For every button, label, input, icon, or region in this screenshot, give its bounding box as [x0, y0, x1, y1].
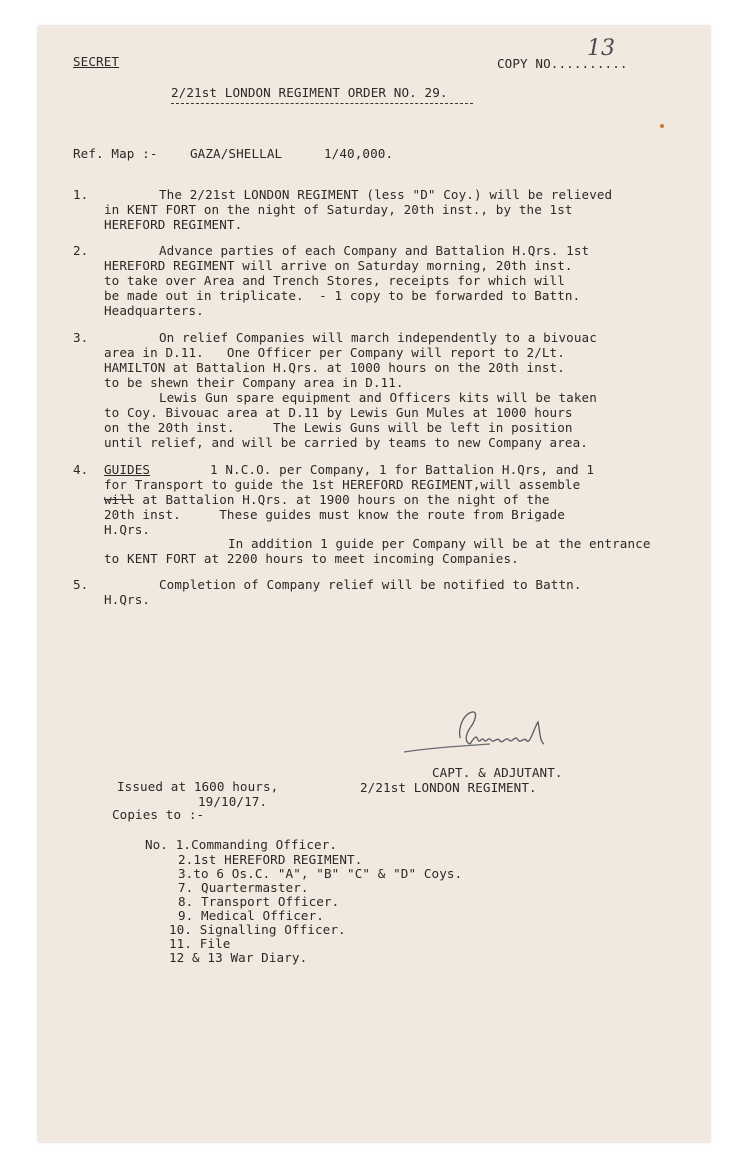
distribution-item: 2.1st HEREFORD REGIMENT. — [178, 852, 363, 867]
paragraph-number: 5. — [73, 577, 89, 592]
page-title: 2/21st LONDON REGIMENT ORDER NO. 29. — [171, 85, 448, 100]
paragraph-line: area in D.11. One Officer per Company will report to 2/Lt. — [104, 345, 565, 360]
paragraph-line: Lewis Gun spare equipment and Officers kits will be taken — [159, 390, 597, 405]
issued-line: Issued at 1600 hours, — [117, 779, 279, 794]
distribution-item: 9. Medical Officer. — [178, 908, 324, 923]
ref-map-name: GAZA/SHELLAL — [190, 146, 283, 161]
distribution-item: 11. File — [169, 936, 231, 951]
distribution-item: 3.to 6 Os.C. "A", "B" "C" & "D" Coys. — [178, 866, 463, 881]
paragraph-line: 1 N.C.O. per Company, 1 for Battalion H.Qrs, and 1 — [210, 462, 595, 477]
distribution-item: 7. Quartermaster. — [178, 880, 309, 895]
paragraph-number: 3. — [73, 330, 89, 345]
copies-label: Copies to :- — [112, 807, 205, 822]
paragraph-line: to KENT FORT at 2200 hours to meet incoming Companies. — [104, 551, 519, 566]
paragraph-number: 2. — [73, 243, 89, 258]
paragraph-line: be made out in triplicate. - 1 copy to be forwarded to Battn. — [104, 288, 581, 303]
paragraph-line: On relief Companies will march independently to a bivouac — [159, 330, 597, 345]
distribution-item: 12 & 13 War Diary. — [169, 950, 308, 965]
paper-blemish — [660, 124, 664, 128]
distribution-item: 8. Transport Officer. — [178, 894, 340, 909]
guides-heading: GUIDES — [104, 462, 151, 477]
paragraph-line: Advance parties of each Company and Battalion H.Qrs. 1st — [159, 243, 590, 258]
copy-number-handwritten: 13 — [587, 36, 615, 61]
ref-map-scale: 1/40,000. — [324, 146, 394, 161]
paragraph-line: H.Qrs. — [104, 592, 151, 607]
paragraph-line: on the 20th inst. The Lewis Guns will be left in position — [104, 420, 573, 435]
paragraph-line: to Coy. Bivouac area at D.11 by Lewis Gun Mules at 1000 hours — [104, 405, 573, 420]
issued-date: 19/10/17. — [198, 794, 268, 809]
paragraph-line: H.Qrs. — [104, 522, 151, 537]
ref-map-label: Ref. Map :- — [73, 146, 158, 161]
paragraph-line: to take over Area and Trench Stores, receipts for which will — [104, 273, 565, 288]
signature-rank: CAPT. & ADJUTANT. — [432, 765, 563, 780]
paragraph-line: HEREFORD REGIMENT will arrive on Saturday morning, 20th inst. — [104, 258, 573, 273]
paragraph-number: 4. — [73, 462, 89, 477]
distribution-item: No. 1.Commanding Officer. — [145, 837, 338, 852]
paragraph-line: in KENT FORT on the night of Saturday, 20th inst., by the 1st — [104, 202, 573, 217]
strikethrough-mark — [104, 499, 134, 500]
paragraph-line: will at Battalion H.Qrs. at 1900 hours on the night of the — [104, 492, 550, 507]
handwritten-signature — [400, 708, 560, 763]
paragraph-number: 1. — [73, 187, 89, 202]
paragraph-line: In addition 1 guide per Company will be at the entrance — [228, 536, 651, 551]
secret-label: SECRET — [73, 54, 120, 69]
paragraph-line: for Transport to guide the 1st HEREFORD REGIMENT,will assemble — [104, 477, 581, 492]
paragraph-line: HEREFORD REGIMENT. — [104, 217, 243, 232]
paragraph-line: The 2/21st LONDON REGIMENT (less "D" Coy.) will be relieved — [159, 187, 613, 202]
title-underline — [171, 103, 473, 104]
paragraph-line: Headquarters. — [104, 303, 204, 318]
signature-unit: 2/21st LONDON REGIMENT. — [360, 780, 537, 795]
paragraph-line: 20th inst. These guides must know the route from Brigade — [104, 507, 565, 522]
distribution-item: 10. Signalling Officer. — [169, 922, 346, 937]
paragraph-line: Completion of Company relief will be notified to Battn. — [159, 577, 582, 592]
paragraph-line: HAMILTON at Battalion H.Qrs. at 1000 hours on the 20th inst. — [104, 360, 565, 375]
paragraph-line: until relief, and will be carried by teams to new Company area. — [104, 435, 588, 450]
copy-number-label: COPY NO.......... — [497, 56, 628, 71]
paragraph-line: to be shewn their Company area in D.11. — [104, 375, 404, 390]
